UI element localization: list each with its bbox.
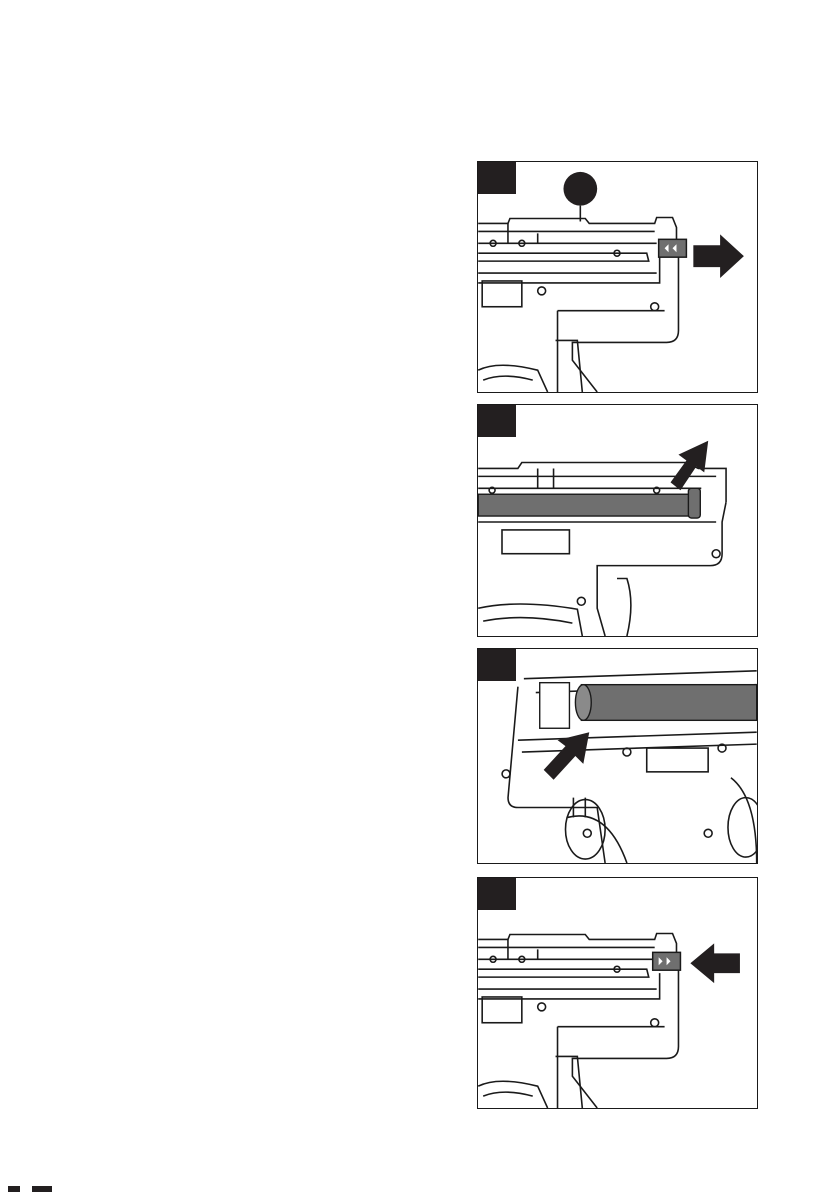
brushroll-part xyxy=(478,494,696,516)
step-1-tab xyxy=(478,162,516,194)
arrow-right-icon xyxy=(693,234,744,278)
vacuum-head-drawing xyxy=(478,878,757,1108)
step-3-tab xyxy=(478,649,516,681)
page-footer-mark xyxy=(8,1186,20,1192)
step-4-tab xyxy=(478,878,516,910)
step-1-illustration xyxy=(477,161,758,393)
latch-part xyxy=(653,952,681,970)
arrow-up-icon xyxy=(671,441,709,491)
page-footer-mark xyxy=(32,1186,52,1192)
arrow-left-icon xyxy=(690,943,740,983)
step-2-tab xyxy=(478,405,516,437)
step-4-illustration xyxy=(477,877,758,1109)
vacuum-head-drawing xyxy=(478,405,757,636)
vacuum-head-drawing xyxy=(478,162,757,392)
step-3-illustration xyxy=(477,648,758,864)
step-2-illustration xyxy=(477,404,758,637)
callout-circle-icon xyxy=(563,172,597,206)
vacuum-head-drawing xyxy=(478,649,757,863)
brushroll-part xyxy=(581,685,756,721)
